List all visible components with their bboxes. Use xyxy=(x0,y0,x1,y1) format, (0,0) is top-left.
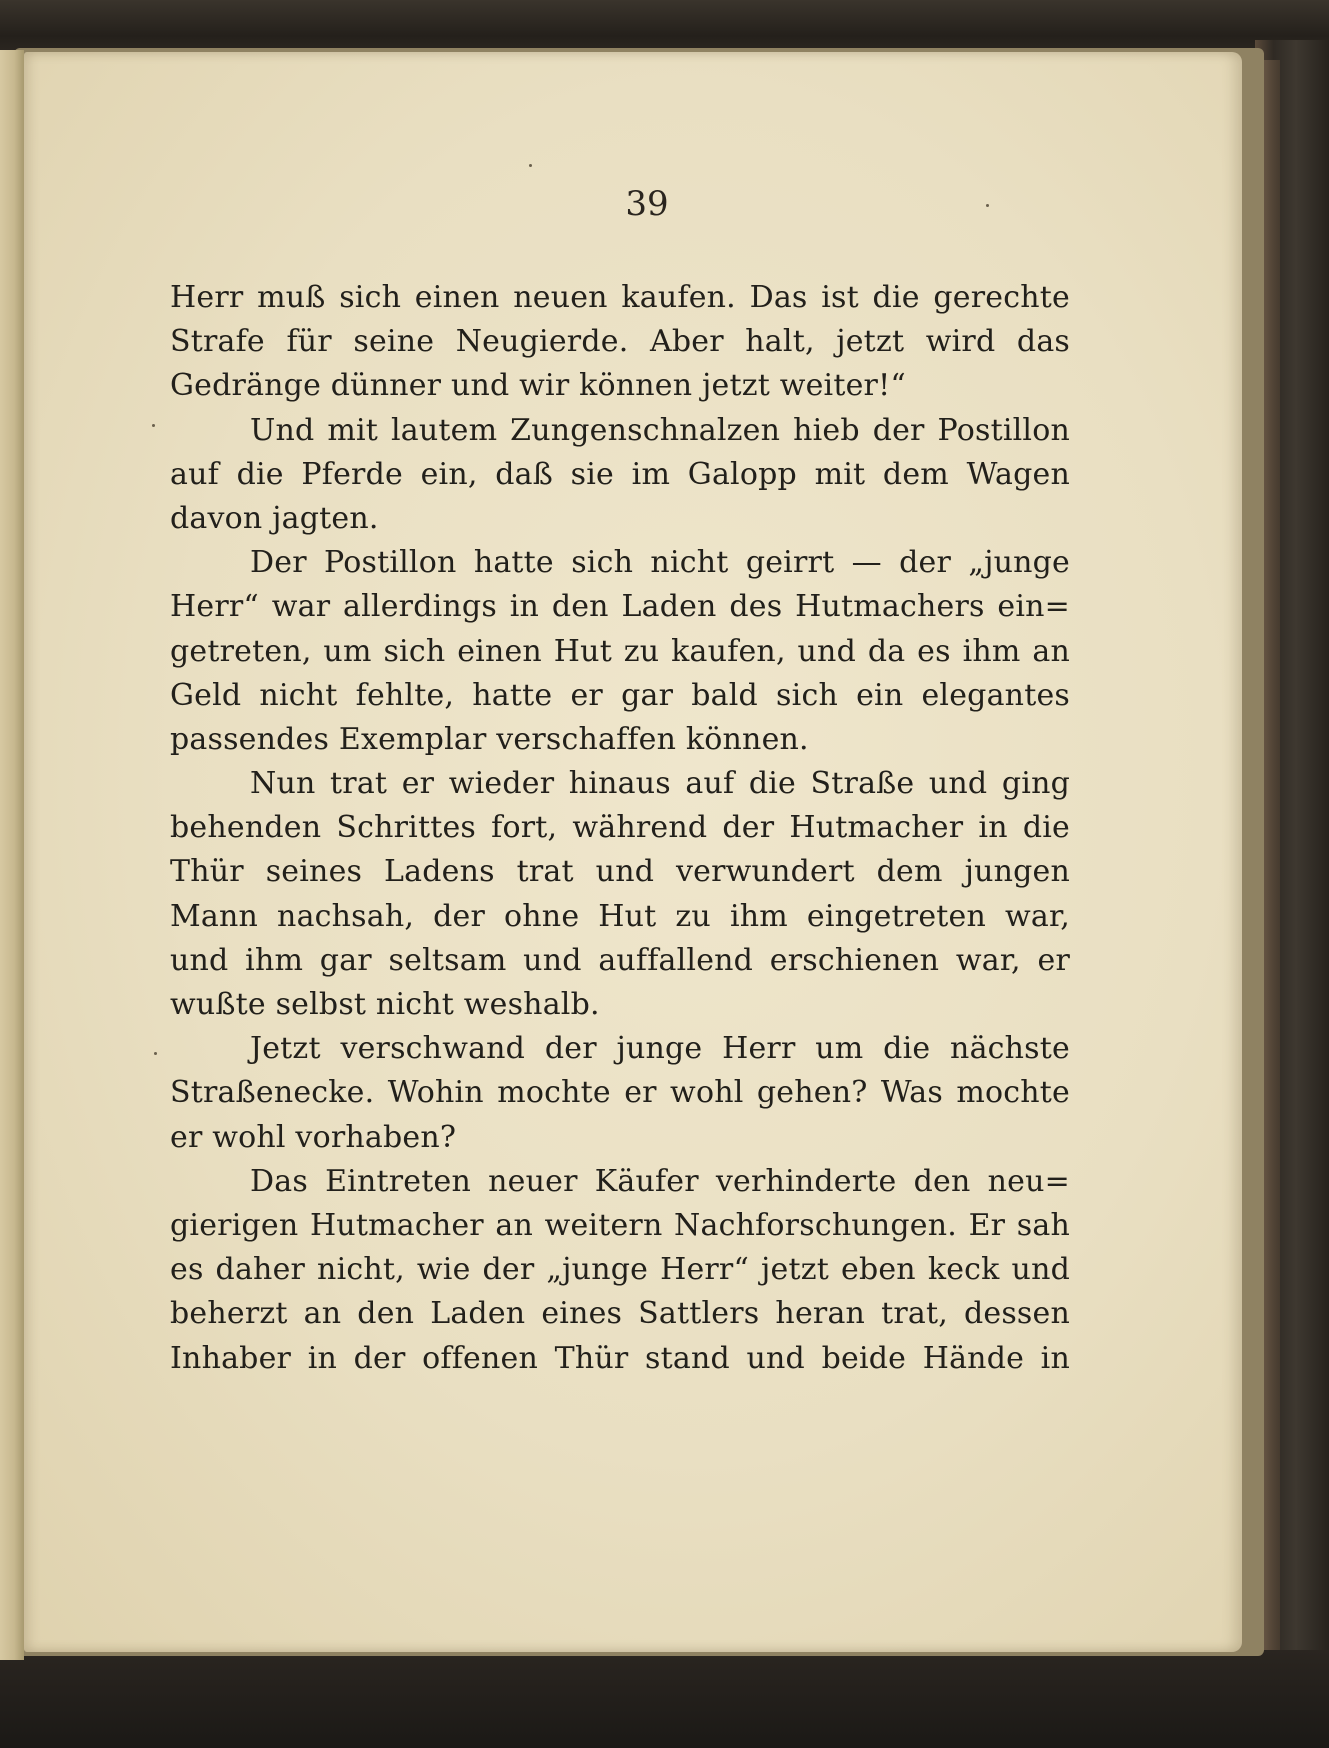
book-gutter xyxy=(0,50,24,1660)
text-line: Strafe für seine Neugierde. Aber halt, jetzt wird das xyxy=(170,324,1070,360)
text-line: es daher nicht, wie der „junge Herr“ jetzt eben keck und xyxy=(170,1252,1070,1288)
text-line: auf die Pferde ein, daß sie im Galopp mit dem Wagen xyxy=(170,456,1070,492)
text-line: Jetzt verschwand der junge Herr um die nächste xyxy=(250,1031,1070,1067)
text-line: beherzt an den Laden eines Sattlers heran trat, dessen xyxy=(170,1296,1070,1332)
book-cover-bottom xyxy=(0,1650,1329,1748)
text-line: davon jagten. xyxy=(170,500,379,536)
text-line: Das Eintreten neuer Käufer verhinderte den neu= xyxy=(250,1163,1070,1199)
text-line: Geld nicht fehlte, hatte er gar bald sich ein elegantes xyxy=(170,677,1070,713)
text-line: er wohl vorhaben? xyxy=(170,1119,457,1155)
text-line: Nun trat er wieder hinaus auf die Straße und ging xyxy=(250,766,1070,802)
text-line: Gedränge dünner und wir können jetzt weiter!“ xyxy=(170,368,906,404)
text-line: Herr muß sich einen neuen kaufen. Das ist die gerechte xyxy=(170,280,1070,315)
text-line: passendes Exemplar verschaffen können. xyxy=(170,721,809,757)
text-line: und ihm gar seltsam und auffallend erschienen war, er xyxy=(170,942,1070,978)
paper-speck xyxy=(152,424,155,427)
text-line: Der Postillon hatte sich nicht geirrt — der „junge xyxy=(250,545,1070,581)
text-line: Straßenecke. Wohin mochte er wohl gehen? Was mochte xyxy=(170,1075,1070,1111)
text-line: Und mit lautem Zungenschnalzen hieb der Postillon xyxy=(250,412,1070,448)
paper-speck xyxy=(154,1052,157,1055)
text-line: wußte selbst nicht weshalb. xyxy=(170,987,600,1022)
text-line: Inhaber in der offenen Thür stand und beide Hände in xyxy=(170,1340,1070,1376)
text-line: Herr“ war allerdings in den Laden des Hutmachers ein= xyxy=(170,589,1070,625)
page-number: 39 xyxy=(625,184,669,224)
paper-speck xyxy=(529,164,532,167)
text-line: gierigen Hutmacher an weitern Nachforschungen. Er sah xyxy=(170,1207,1070,1243)
book-page xyxy=(24,52,1242,1652)
text-line: Mann nachsah, der ohne Hut zu ihm eingetreten war, xyxy=(170,898,1070,934)
text-line: getreten, um sich einen Hut zu kaufen, und da es ihm an xyxy=(170,633,1070,669)
paper-speck xyxy=(986,204,989,207)
body-text xyxy=(170,276,1070,1381)
text-line: Thür seines Ladens trat und verwundert dem jungen xyxy=(170,854,1070,890)
text-line: behenden Schrittes fort, während der Hutmacher in die xyxy=(170,810,1070,846)
